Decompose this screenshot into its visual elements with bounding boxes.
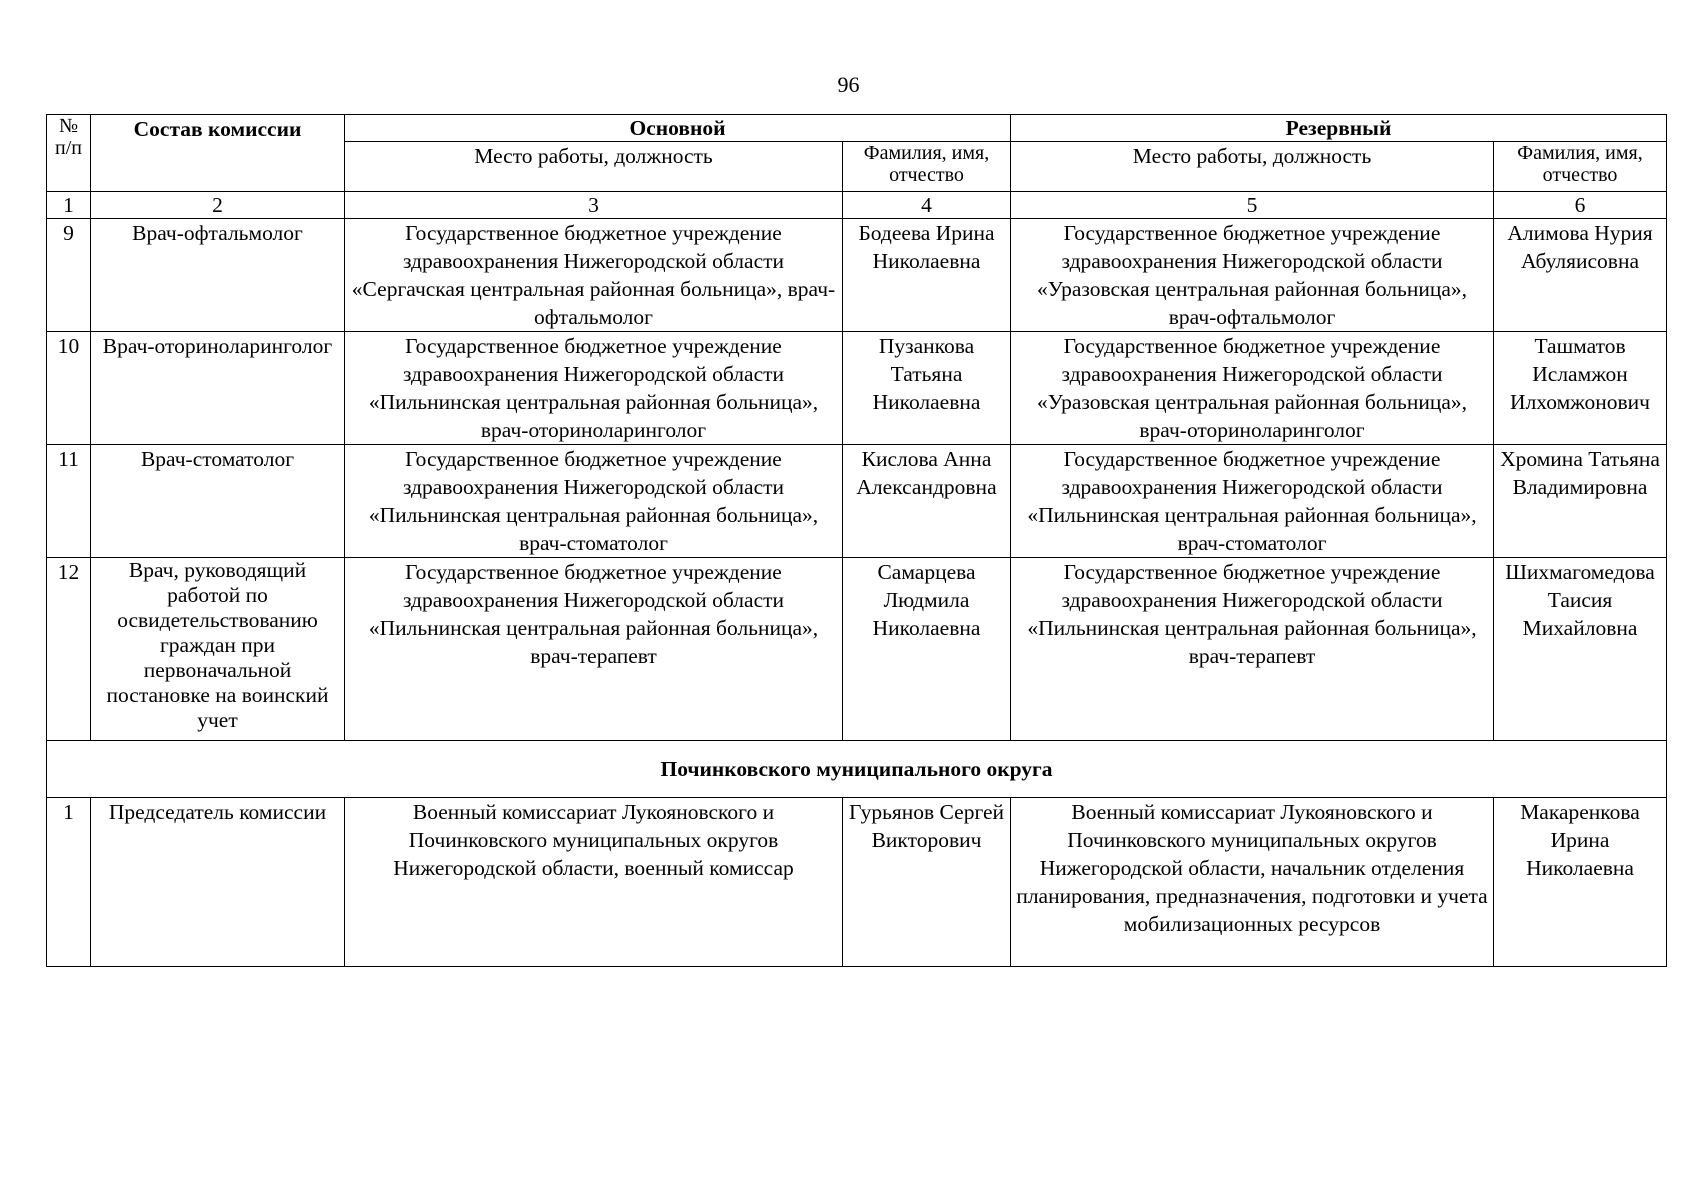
commission-table — [46, 114, 1667, 967]
row-main-fio: Кислова Анна Александровна — [843, 445, 1011, 558]
table-row — [47, 219, 1667, 332]
section-title: Починковского муниципального округа — [47, 741, 1667, 798]
col-number: 5 — [1011, 192, 1494, 219]
page-number: 96 — [837, 72, 860, 97]
row-res-place: Государственное бюджетное учреждение здравоохранения Нижегородской области «Пильнинская центральная районная больница», врач-стоматолог — [1011, 445, 1494, 558]
col-number: 4 — [843, 192, 1011, 219]
row-res-place: Государственное бюджетное учреждение здравоохранения Нижегородской области «Пильнинская центральная районная больница», врач-терапевт — [1011, 558, 1494, 741]
col-number: 3 — [345, 192, 843, 219]
row-sostav: Врач, руководящий работой по освидетельствованию граждан при первоначальной постановке на воинский учет — [91, 558, 345, 741]
col-number: 2 — [91, 192, 345, 219]
col-number: 1 — [47, 192, 91, 219]
row-main-fio: Гурьянов Сергей Викторович — [843, 798, 1011, 967]
row-num: 9 — [47, 219, 91, 332]
row-num: 10 — [47, 332, 91, 445]
header-res-fio: Фамилия, имя, отчество — [1494, 142, 1667, 192]
row-res-place: Государственное бюджетное учреждение здравоохранения Нижегородской области «Уразовская центральная районная больница», врач-офтальмолог — [1011, 219, 1494, 332]
col-number: 6 — [1494, 192, 1667, 219]
header-osnovnoy: Основной — [345, 115, 1011, 142]
header-sostav: Состав комиссии — [91, 115, 345, 192]
row-res-place: Государственное бюджетное учреждение здравоохранения Нижегородской области «Уразовская центральная районная больница», врач-оториноларинголог — [1011, 332, 1494, 445]
row-main-fio: Самарцева Людмила Николаевна — [843, 558, 1011, 741]
row-main-fio: Пузанкова Татьяна Николаевна — [843, 332, 1011, 445]
row-res-fio: Ташматов Исламжон Илхомжонович — [1494, 332, 1667, 445]
row-main-place: Государственное бюджетное учреждение здравоохранения Нижегородской области «Пильнинская центральная районная больница», врач-терапевт — [345, 558, 843, 741]
row-main-fio: Бодеева Ирина Николаевна — [843, 219, 1011, 332]
header-main-fio: Фамилия, имя, отчество — [843, 142, 1011, 192]
row-res-fio: Алимова Нурия Абуляисовна — [1494, 219, 1667, 332]
table-row — [47, 798, 1667, 967]
row-res-fio: Макаренкова Ирина Николаевна — [1494, 798, 1667, 967]
row-main-place: Государственное бюджетное учреждение здравоохранения Нижегородской области «Пильнинская центральная районная больница», врач-стоматолог — [345, 445, 843, 558]
header-num: № п/п — [47, 115, 91, 192]
row-res-fio: Хромина Татьяна Владимировна — [1494, 445, 1667, 558]
section-header-row — [47, 741, 1667, 798]
header-main-place: Место работы, должность — [345, 142, 843, 192]
header-res-place: Место работы, должность — [1011, 142, 1494, 192]
row-sostav: Председатель комиссии — [91, 798, 345, 967]
row-num: 11 — [47, 445, 91, 558]
row-num: 1 — [47, 798, 91, 967]
row-sostav: Врач-оториноларинголог — [91, 332, 345, 445]
row-res-place: Военный комиссариат Лукояновского и Починковского муниципальных округов Нижегородской области, начальник отделения планирования, предназначения, подготовки и учета мобилизационных ресурсов — [1011, 798, 1494, 967]
row-main-place: Военный комиссариат Лукояновского и Починковского муниципальных округов Нижегородской области, военный комиссар — [345, 798, 843, 967]
row-num: 12 — [47, 558, 91, 741]
table-row — [47, 558, 1667, 741]
header-row-groups — [47, 115, 1667, 142]
column-numbers-row — [47, 192, 1667, 219]
table-row — [47, 332, 1667, 445]
table-row — [47, 445, 1667, 558]
row-main-place: Государственное бюджетное учреждение здравоохранения Нижегородской области «Пильнинская центральная районная больница», врач-оториноларинголог — [345, 332, 843, 445]
header-rezervny: Резервный — [1011, 115, 1667, 142]
row-res-fio: Шихмагомедова Таисия Михайловна — [1494, 558, 1667, 741]
row-main-place: Государственное бюджетное учреждение здравоохранения Нижегородской области «Сергачская центральная районная больница», врач-офтальмолог — [345, 219, 843, 332]
row-sostav: Врач-стоматолог — [91, 445, 345, 558]
row-sostav: Врач-офтальмолог — [91, 219, 345, 332]
